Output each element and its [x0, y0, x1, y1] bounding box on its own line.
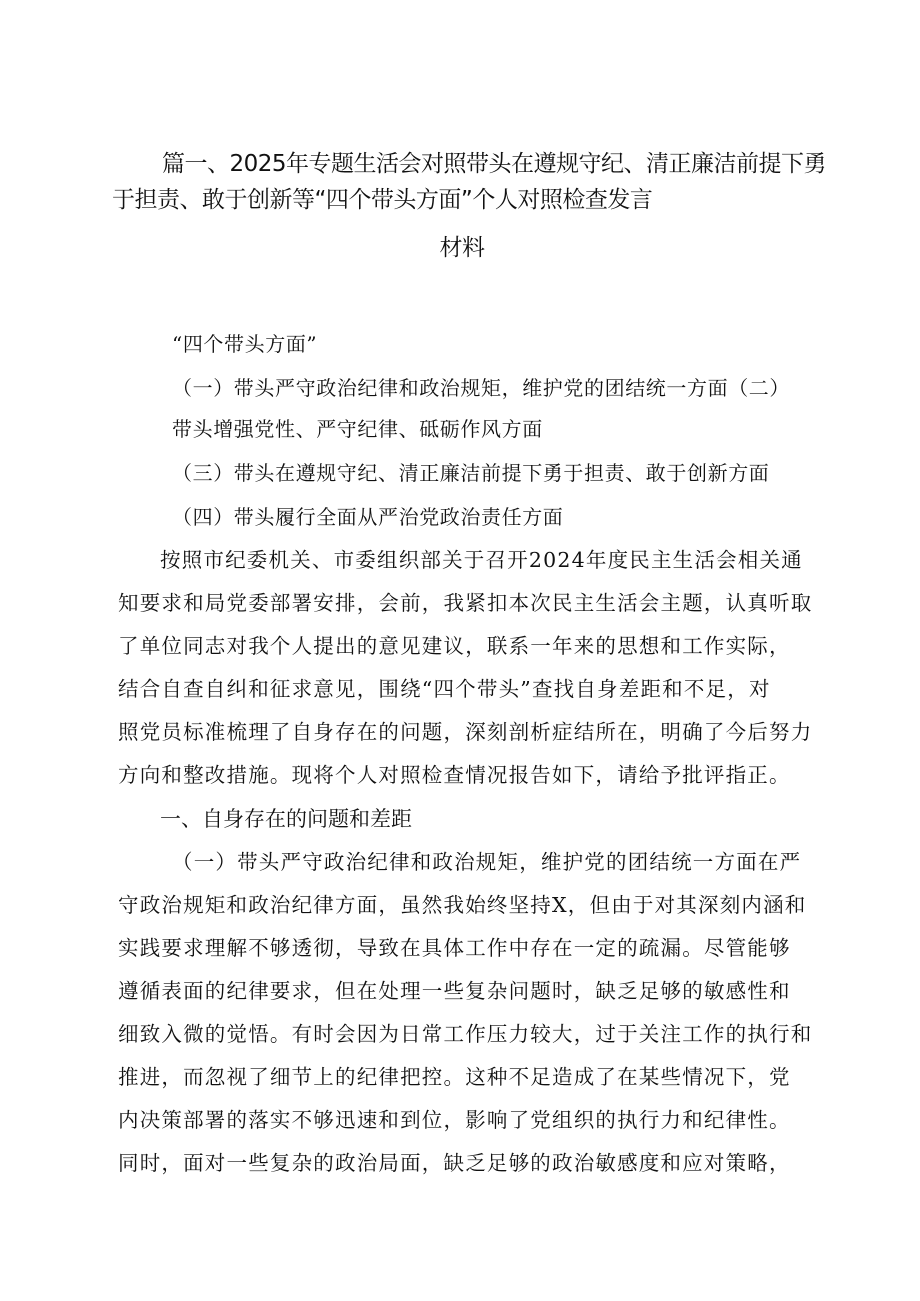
document-title	[112, 146, 842, 266]
aspects-heading: “四个带头方面”	[172, 332, 318, 356]
section-1-line: 推进，而忽视了细节上的纪律把控。这种不足造成了在某些情况下，党	[118, 1065, 791, 1089]
intro-paragraph-line: 知要求和局党委部署安排，会前，我紧扣本次民主生活会主题，认真听取	[118, 591, 813, 615]
section-1-line: 内决策部署的落实不够迅速和到位，影响了党组织的执行力和纪律性。	[118, 1108, 791, 1132]
intro-paragraph-line: 方向和整改措施。现将个人对照检查情况报告如下，请给予批评指正。	[118, 763, 791, 787]
section-1-line: 细致入微的觉悟。有时会因为日常工作压力较大，过于关注工作的执行和	[118, 1022, 813, 1046]
aspect-item-4: （四）带头履行全面从严治党政治责任方面	[172, 505, 564, 529]
intro-paragraph-line: 结合自查自纠和征求意见，围绕“四个带头”查找自身差距和不足，对	[118, 677, 771, 701]
title-line-3: 材料	[439, 235, 485, 261]
intro-paragraph-line: 按照市纪委机关、市委组织部关于召开2024年度民主生活会相关通	[160, 548, 803, 572]
aspect-item-1: （一）带头严守政治纪律和政治规矩，维护党的团结统一方面（二）	[172, 376, 790, 400]
section-1-heading: 一、自身存在的问题和差距	[160, 807, 412, 831]
section-1-line: （一）带头严守政治纪律和政治规矩，维护党的团结统一方面在严	[172, 850, 802, 874]
intro-paragraph-line: 了单位同志对我个人提出的意见建议，联系一年来的思想和工作实际，	[118, 634, 791, 658]
title-line-1: 篇一、2025年专题生活会对照带头在遵规守纪、清正廉洁前提下勇	[162, 151, 827, 177]
title-line-2: 于担责、敢于创新等“四个带头方面”个人对照检查发言	[112, 187, 653, 213]
aspect-item-2: 带头增强党性、严守纪律、砥砺作风方面	[172, 417, 543, 441]
intro-paragraph-line: 照党员标准梳理了自身存在的问题，深刻剖析症结所在，明确了今后努力	[118, 720, 813, 744]
aspect-item-3: （三）带头在遵规守纪、清正廉洁前提下勇于担责、敢于创新方面	[172, 461, 770, 485]
section-1-line: 遵循表面的纪律要求，但在处理一些复杂问题时，缺乏足够的敏感性和	[118, 979, 791, 1003]
section-1-line: 同时，面对一些复杂的政治局面，缺乏足够的政治敏感度和应对策略，	[118, 1151, 791, 1175]
section-1-line: 守政治规矩和政治纪律方面，虽然我始终坚持X，但由于对其深刻内涵和	[118, 893, 807, 917]
section-1-line: 实践要求理解不够透彻，导致在具体工作中存在一定的疏漏。尽管能够	[118, 936, 791, 960]
